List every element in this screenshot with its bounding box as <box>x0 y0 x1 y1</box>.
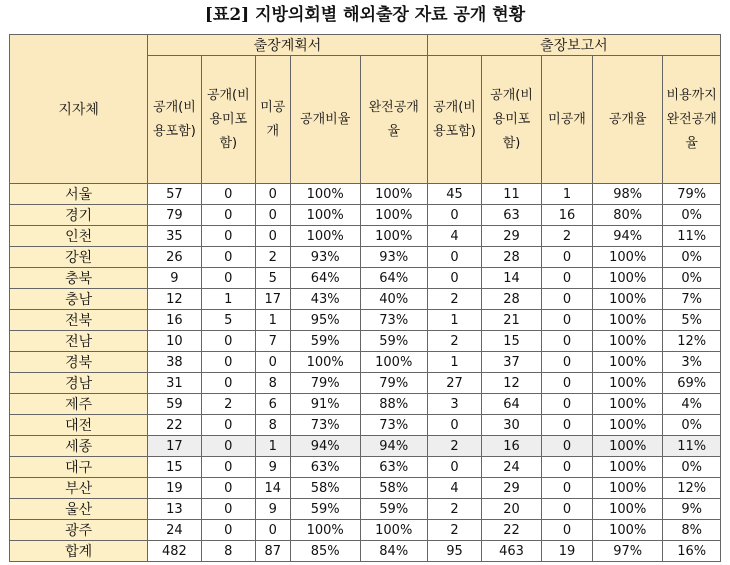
value-cell: 0% <box>663 205 721 226</box>
value-cell: 0% <box>663 415 721 436</box>
value-cell: 0 <box>541 331 592 352</box>
value-cell: 87 <box>256 541 291 562</box>
value-cell: 2 <box>427 289 481 310</box>
value-cell: 95% <box>290 310 360 331</box>
value-cell: 57 <box>148 184 201 205</box>
group-header-row <box>10 35 721 56</box>
value-cell: 9 <box>256 499 291 520</box>
value-cell: 93% <box>290 247 360 268</box>
value-cell: 0 <box>201 457 255 478</box>
column-header: 공개(비용미포함) <box>482 56 542 184</box>
region-cell: 충북 <box>10 268 148 289</box>
value-cell: 59% <box>290 331 360 352</box>
table-row <box>10 226 721 247</box>
column-header: 공개비율 <box>290 56 360 184</box>
value-cell: 4 <box>427 478 481 499</box>
value-cell: 0 <box>541 520 592 541</box>
region-cell: 울산 <box>10 499 148 520</box>
region-cell: 전북 <box>10 310 148 331</box>
value-cell: 9% <box>663 499 721 520</box>
value-cell: 2 <box>427 499 481 520</box>
value-cell: 79% <box>290 373 360 394</box>
value-cell: 84% <box>360 541 427 562</box>
value-cell: 17 <box>256 289 291 310</box>
value-cell: 1 <box>427 352 481 373</box>
region-cell: 충남 <box>10 289 148 310</box>
table-row <box>10 457 721 478</box>
value-cell: 64 <box>482 394 542 415</box>
value-cell: 3% <box>663 352 721 373</box>
value-cell: 0 <box>201 184 255 205</box>
value-cell: 9 <box>148 268 201 289</box>
value-cell: 0% <box>663 457 721 478</box>
value-cell: 24 <box>148 520 201 541</box>
value-cell: 100% <box>593 373 663 394</box>
value-cell: 5% <box>663 310 721 331</box>
value-cell: 28 <box>482 289 542 310</box>
value-cell: 0 <box>201 205 255 226</box>
value-cell: 94% <box>290 436 360 457</box>
value-cell: 19 <box>541 541 592 562</box>
value-cell: 97% <box>593 541 663 562</box>
region-cell: 경기 <box>10 205 148 226</box>
value-cell: 15 <box>482 331 542 352</box>
value-cell: 73% <box>360 415 427 436</box>
disclosure-table <box>9 34 721 562</box>
value-cell: 2 <box>541 226 592 247</box>
table-row <box>10 352 721 373</box>
value-cell: 5 <box>201 310 255 331</box>
table-row <box>10 436 721 457</box>
table-row <box>10 541 721 562</box>
value-cell: 0 <box>201 226 255 247</box>
value-cell: 1 <box>427 310 481 331</box>
value-cell: 0% <box>663 247 721 268</box>
value-cell: 26 <box>148 247 201 268</box>
value-cell: 100% <box>290 352 360 373</box>
value-cell: 100% <box>593 268 663 289</box>
value-cell: 11% <box>663 226 721 247</box>
value-cell: 1 <box>541 184 592 205</box>
value-cell: 13 <box>148 499 201 520</box>
value-cell: 100% <box>593 478 663 499</box>
value-cell: 0 <box>201 352 255 373</box>
table-row <box>10 289 721 310</box>
value-cell: 0 <box>541 352 592 373</box>
value-cell: 0 <box>541 478 592 499</box>
value-cell: 12 <box>148 289 201 310</box>
column-header: 비용까지완전공개율 <box>663 56 721 184</box>
value-cell: 22 <box>148 415 201 436</box>
value-cell: 12 <box>482 373 542 394</box>
value-cell: 15 <box>148 457 201 478</box>
value-cell: 12% <box>663 331 721 352</box>
region-cell: 경북 <box>10 352 148 373</box>
value-cell: 73% <box>290 415 360 436</box>
value-cell: 0 <box>201 268 255 289</box>
value-cell: 100% <box>593 331 663 352</box>
value-cell: 0 <box>541 268 592 289</box>
column-header: 미공개 <box>256 56 291 184</box>
value-cell: 100% <box>593 520 663 541</box>
column-header: 완전공개율 <box>360 56 427 184</box>
value-cell: 31 <box>148 373 201 394</box>
value-cell: 4% <box>663 394 721 415</box>
region-cell: 대전 <box>10 415 148 436</box>
value-cell: 5 <box>256 268 291 289</box>
table-row <box>10 394 721 415</box>
value-cell: 64% <box>290 268 360 289</box>
region-cell: 부산 <box>10 478 148 499</box>
value-cell: 6 <box>256 394 291 415</box>
value-cell: 100% <box>290 205 360 226</box>
region-cell: 서울 <box>10 184 148 205</box>
column-header: 공개(비용포함) <box>427 56 481 184</box>
value-cell: 63 <box>482 205 542 226</box>
value-cell: 0 <box>201 373 255 394</box>
table-row <box>10 310 721 331</box>
value-cell: 12% <box>663 478 721 499</box>
table-row <box>10 268 721 289</box>
column-header: 미공개 <box>541 56 592 184</box>
value-cell: 2 <box>256 247 291 268</box>
plan-group-header: 출장계획서 <box>148 35 428 56</box>
table-row <box>10 247 721 268</box>
report-group-header: 출장보고서 <box>427 35 720 56</box>
value-cell: 8 <box>201 541 255 562</box>
value-cell: 8 <box>256 415 291 436</box>
value-cell: 45 <box>427 184 481 205</box>
value-cell: 0 <box>541 247 592 268</box>
region-cell: 강원 <box>10 247 148 268</box>
value-cell: 21 <box>482 310 542 331</box>
value-cell: 0 <box>541 499 592 520</box>
value-cell: 19 <box>148 478 201 499</box>
value-cell: 35 <box>148 226 201 247</box>
value-cell: 0 <box>541 289 592 310</box>
value-cell: 59% <box>360 331 427 352</box>
value-cell: 100% <box>290 226 360 247</box>
value-cell: 2 <box>201 394 255 415</box>
value-cell: 0 <box>427 457 481 478</box>
value-cell: 85% <box>290 541 360 562</box>
value-cell: 59% <box>360 499 427 520</box>
value-cell: 0 <box>541 415 592 436</box>
value-cell: 100% <box>593 289 663 310</box>
value-cell: 0 <box>256 226 291 247</box>
value-cell: 0 <box>201 478 255 499</box>
table-row <box>10 499 721 520</box>
table-body <box>10 184 721 562</box>
value-cell: 0 <box>427 205 481 226</box>
value-cell: 43% <box>290 289 360 310</box>
region-cell: 합계 <box>10 541 148 562</box>
value-cell: 8% <box>663 520 721 541</box>
table-title: [표2] 지방의회별 해외출장 자료 공개 현황 <box>204 5 526 25</box>
value-cell: 100% <box>593 394 663 415</box>
value-cell: 100% <box>360 184 427 205</box>
value-cell: 11 <box>482 184 542 205</box>
value-cell: 100% <box>593 457 663 478</box>
value-cell: 0 <box>541 457 592 478</box>
table-row <box>10 205 721 226</box>
value-cell: 58% <box>290 478 360 499</box>
value-cell: 0 <box>427 415 481 436</box>
value-cell: 0 <box>201 520 255 541</box>
value-cell: 63% <box>360 457 427 478</box>
value-cell: 100% <box>360 520 427 541</box>
value-cell: 29 <box>482 226 542 247</box>
value-cell: 0 <box>541 373 592 394</box>
column-header: 공개(비용포함) <box>148 56 201 184</box>
value-cell: 1 <box>201 289 255 310</box>
column-header: 공개율 <box>593 56 663 184</box>
region-cell: 광주 <box>10 520 148 541</box>
value-cell: 3 <box>427 394 481 415</box>
value-cell: 38 <box>148 352 201 373</box>
value-cell: 1 <box>256 310 291 331</box>
value-cell: 9 <box>256 457 291 478</box>
value-cell: 63% <box>290 457 360 478</box>
value-cell: 37 <box>482 352 542 373</box>
value-cell: 29 <box>482 478 542 499</box>
value-cell: 94% <box>593 226 663 247</box>
value-cell: 40% <box>360 289 427 310</box>
table-row <box>10 415 721 436</box>
table-row <box>10 478 721 499</box>
value-cell: 79% <box>360 373 427 394</box>
value-cell: 16 <box>541 205 592 226</box>
value-cell: 0 <box>256 205 291 226</box>
value-cell: 30 <box>482 415 542 436</box>
region-cell: 세종 <box>10 436 148 457</box>
value-cell: 0 <box>427 268 481 289</box>
value-cell: 2 <box>427 436 481 457</box>
value-cell: 16 <box>148 310 201 331</box>
value-cell: 100% <box>360 205 427 226</box>
value-cell: 80% <box>593 205 663 226</box>
value-cell: 0 <box>541 394 592 415</box>
value-cell: 93% <box>360 247 427 268</box>
value-cell: 59 <box>148 394 201 415</box>
region-cell: 경남 <box>10 373 148 394</box>
value-cell: 16 <box>482 436 542 457</box>
value-cell: 2 <box>427 331 481 352</box>
value-cell: 79 <box>148 205 201 226</box>
region-cell: 대구 <box>10 457 148 478</box>
value-cell: 14 <box>482 268 542 289</box>
value-cell: 100% <box>593 436 663 457</box>
region-cell: 전남 <box>10 331 148 352</box>
value-cell: 0 <box>427 247 481 268</box>
value-cell: 100% <box>360 226 427 247</box>
value-cell: 0 <box>256 352 291 373</box>
value-cell: 0 <box>201 247 255 268</box>
table-row <box>10 373 721 394</box>
value-cell: 69% <box>663 373 721 394</box>
value-cell: 7% <box>663 289 721 310</box>
value-cell: 4 <box>427 226 481 247</box>
value-cell: 482 <box>148 541 201 562</box>
value-cell: 0 <box>201 331 255 352</box>
value-cell: 0 <box>256 520 291 541</box>
value-cell: 17 <box>148 436 201 457</box>
value-cell: 100% <box>593 352 663 373</box>
value-cell: 11% <box>663 436 721 457</box>
value-cell: 58% <box>360 478 427 499</box>
value-cell: 64% <box>360 268 427 289</box>
value-cell: 100% <box>360 352 427 373</box>
table-row <box>10 520 721 541</box>
value-cell: 59% <box>290 499 360 520</box>
value-cell: 28 <box>482 247 542 268</box>
region-cell: 제주 <box>10 394 148 415</box>
value-cell: 100% <box>290 520 360 541</box>
value-cell: 100% <box>593 310 663 331</box>
value-cell: 94% <box>360 436 427 457</box>
value-cell: 8 <box>256 373 291 394</box>
column-header: 공개(비용미포함) <box>201 56 255 184</box>
value-cell: 100% <box>593 499 663 520</box>
value-cell: 16% <box>663 541 721 562</box>
value-cell: 14 <box>256 478 291 499</box>
value-cell: 27 <box>427 373 481 394</box>
value-cell: 463 <box>482 541 542 562</box>
value-cell: 79% <box>663 184 721 205</box>
value-cell: 98% <box>593 184 663 205</box>
table-row <box>10 184 721 205</box>
value-cell: 0 <box>541 436 592 457</box>
value-cell: 1 <box>256 436 291 457</box>
value-cell: 0% <box>663 268 721 289</box>
value-cell: 20 <box>482 499 542 520</box>
value-cell: 22 <box>482 520 542 541</box>
value-cell: 2 <box>427 520 481 541</box>
value-cell: 91% <box>290 394 360 415</box>
value-cell: 0 <box>541 310 592 331</box>
value-cell: 95 <box>427 541 481 562</box>
table-row <box>10 331 721 352</box>
value-cell: 7 <box>256 331 291 352</box>
region-header: 지자체 <box>10 35 148 184</box>
region-cell: 인천 <box>10 226 148 247</box>
value-cell: 88% <box>360 394 427 415</box>
value-cell: 0 <box>201 499 255 520</box>
value-cell: 0 <box>256 184 291 205</box>
value-cell: 100% <box>593 415 663 436</box>
value-cell: 10 <box>148 331 201 352</box>
value-cell: 100% <box>290 184 360 205</box>
value-cell: 100% <box>593 247 663 268</box>
value-cell: 73% <box>360 310 427 331</box>
value-cell: 0 <box>201 436 255 457</box>
value-cell: 0 <box>201 415 255 436</box>
value-cell: 24 <box>482 457 542 478</box>
